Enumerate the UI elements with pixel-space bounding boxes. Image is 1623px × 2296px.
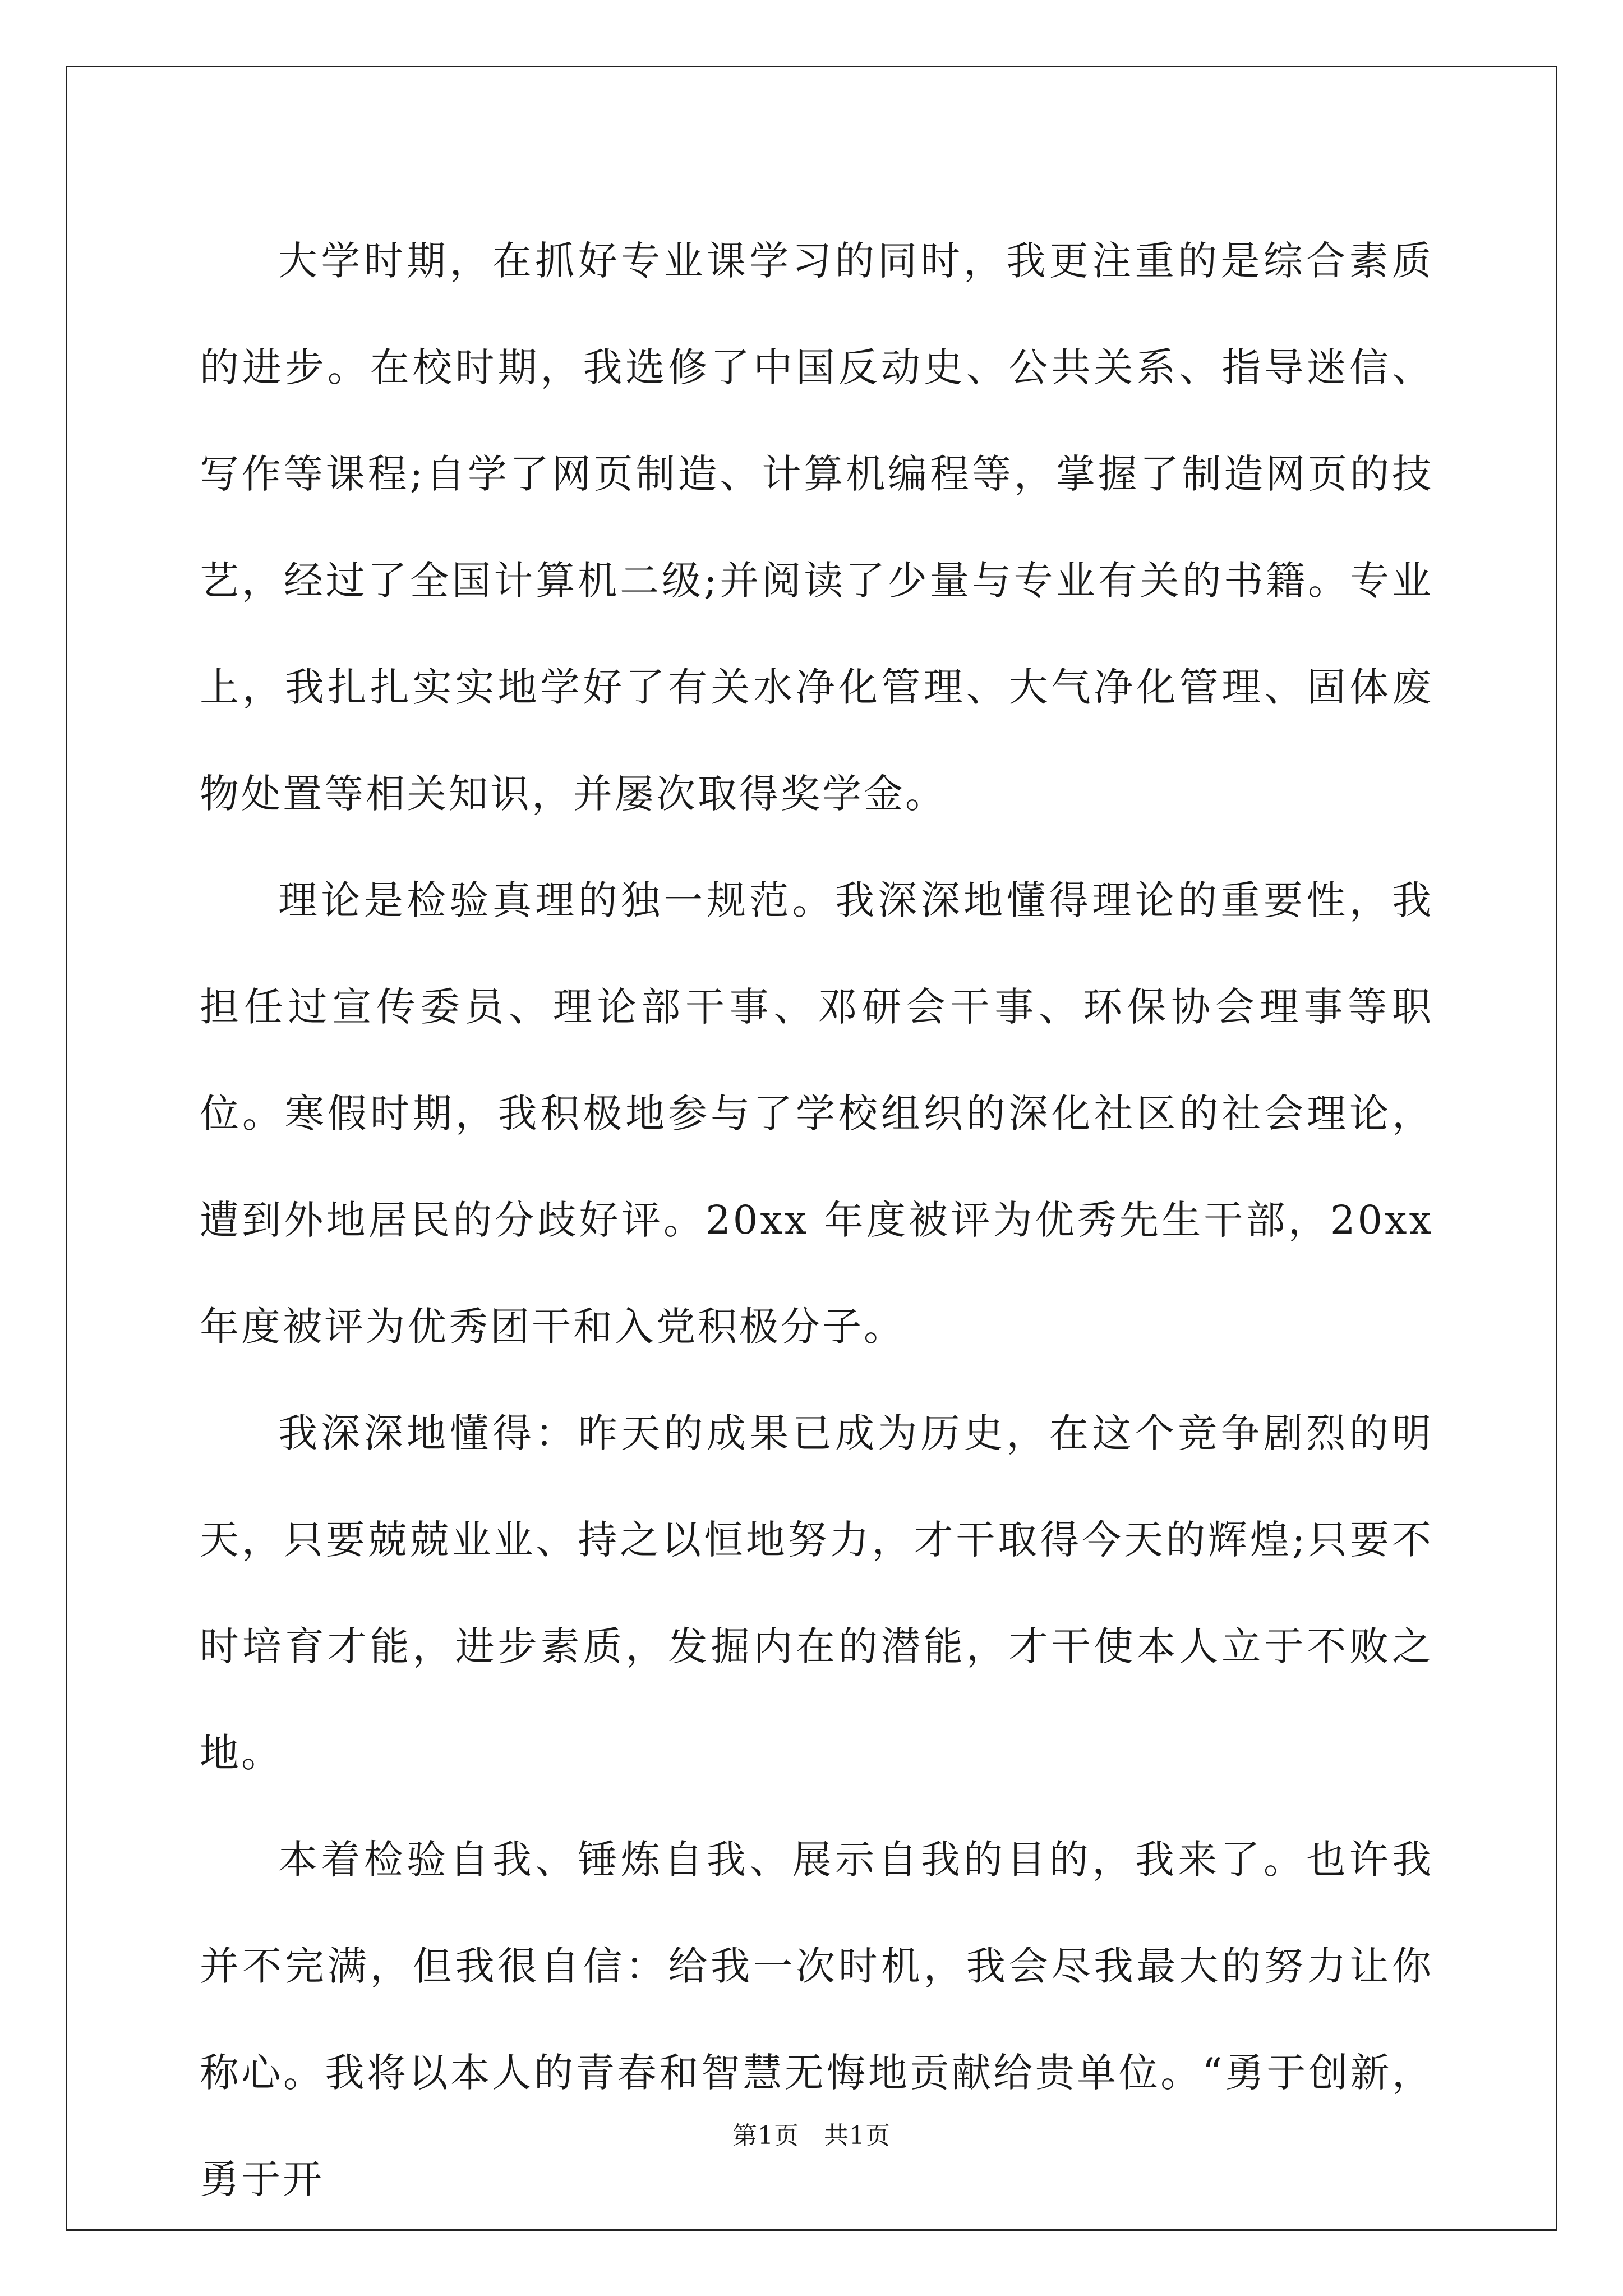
page-number-total: 共1页 — [824, 2122, 891, 2150]
paragraph-3: 我深深地懂得：昨天的成果已成为历史，在这个竞争剧烈的明天，只要兢兢业业、持之以恒地努力，才干取得今天的辉煌;只要不时培育才能，进步素质，发掘内在的潜能，才干使本人立于不败之地。 — [200, 1410, 1433, 1776]
paragraph-1: 大学时期，在抓好专业课学习的同时，我更注重的是综合素质的进步。在校时期，我选修了中国反动史、公共关系、指导迷信、写作等课程;自学了网页制造、计算机编程等，掌握了制造网页的技艺，经过了全国计算机二级;并阅读了少量与专业有关的书籍。专业上，我扎扎实实地学好了有关水净化管理、大气净化管理、固体废物处置等相关知识，并屡次取得奖学金。 — [200, 238, 1433, 817]
page-footer — [0, 2119, 1623, 2153]
paragraph-2: 理论是检验真理的独一规范。我深深地懂得理论的重要性，我担任过宣传委员、理论部干事、邓研会干事、环保协会理事等职位。寒假时期，我积极地参与了学校组织的深化社区的社会理论，遭到外地居民的分歧好评。20xx 年度被评为优秀先生干部，20xx 年度被评为优秀团干和入党积极分子。 — [200, 877, 1433, 1350]
document-body — [200, 208, 1433, 2233]
page-number-current: 第1页 — [732, 2122, 799, 2150]
paragraph-4: 本着检验自我、锤炼自我、展示自我的目的，我来了。也许我并不完满，但我很自信：给我一次时机，我会尽我最大的努力让你称心。我将以本人的青春和智慧无悔地贡献给贵单位。“勇于创新，勇于开 — [200, 1837, 1433, 2202]
